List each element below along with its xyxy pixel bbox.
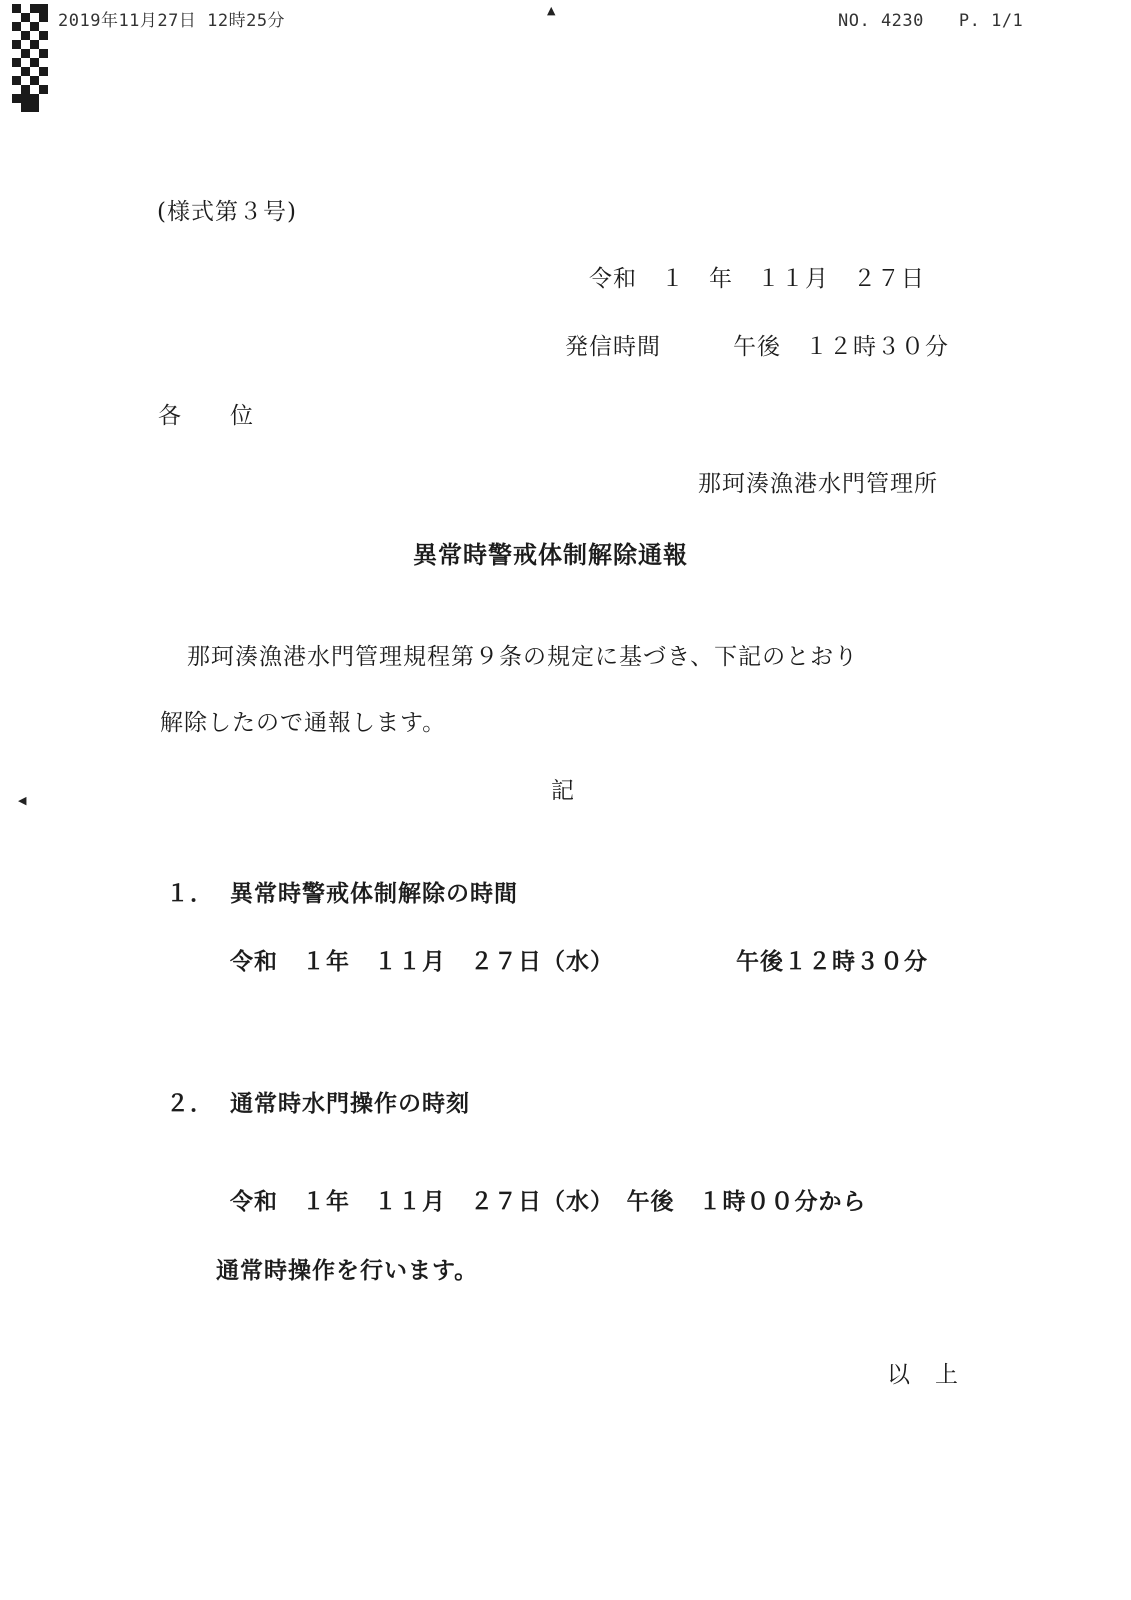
send-time: 発信時間 午後 １２時３０分 — [565, 334, 949, 360]
item2-heading: 通常時水門操作の時刻 — [230, 1090, 470, 1117]
triangle-up-icon: ▲ — [547, 4, 556, 17]
body-line-1: 那珂湊漁港水門管理規程第９条の規定に基づき、下記のとおり — [187, 644, 859, 670]
triangle-left-icon: ◀ — [18, 794, 27, 807]
item2-line-1: 令和 １年 １１月 ２７日（水） 午後 １時００分から — [230, 1188, 867, 1215]
item1-time: 午後１２時３０分 — [736, 948, 928, 975]
fax-timestamp: 2019年11月27日 12時25分 — [58, 11, 286, 31]
body-line-2: 解除したので通報します。 — [160, 710, 447, 736]
item2-number: ２． — [166, 1090, 214, 1117]
item1-date: 令和 １年 １１月 ２７日（水） — [230, 948, 614, 975]
addressee: 各 位 — [158, 403, 254, 429]
closing: 以 上 — [887, 1362, 959, 1388]
sender-name: 那珂湊漁港水門管理所 — [698, 471, 938, 497]
fax-checker-pattern — [12, 4, 48, 112]
document-date: 令和 １ 年 １１月 ２７日 — [589, 266, 925, 292]
fax-page-info: NO. 4230 P. 1/1 — [838, 11, 1024, 31]
item2-line-2: 通常時操作を行います。 — [216, 1257, 479, 1284]
document-title: 異常時警戒体制解除通報 — [413, 540, 688, 569]
item1-heading: 異常時警戒体制解除の時間 — [230, 880, 518, 907]
form-number: (様式第３号) — [157, 199, 297, 225]
ki-label: 記 — [551, 778, 575, 804]
item1-number: １． — [166, 880, 214, 907]
